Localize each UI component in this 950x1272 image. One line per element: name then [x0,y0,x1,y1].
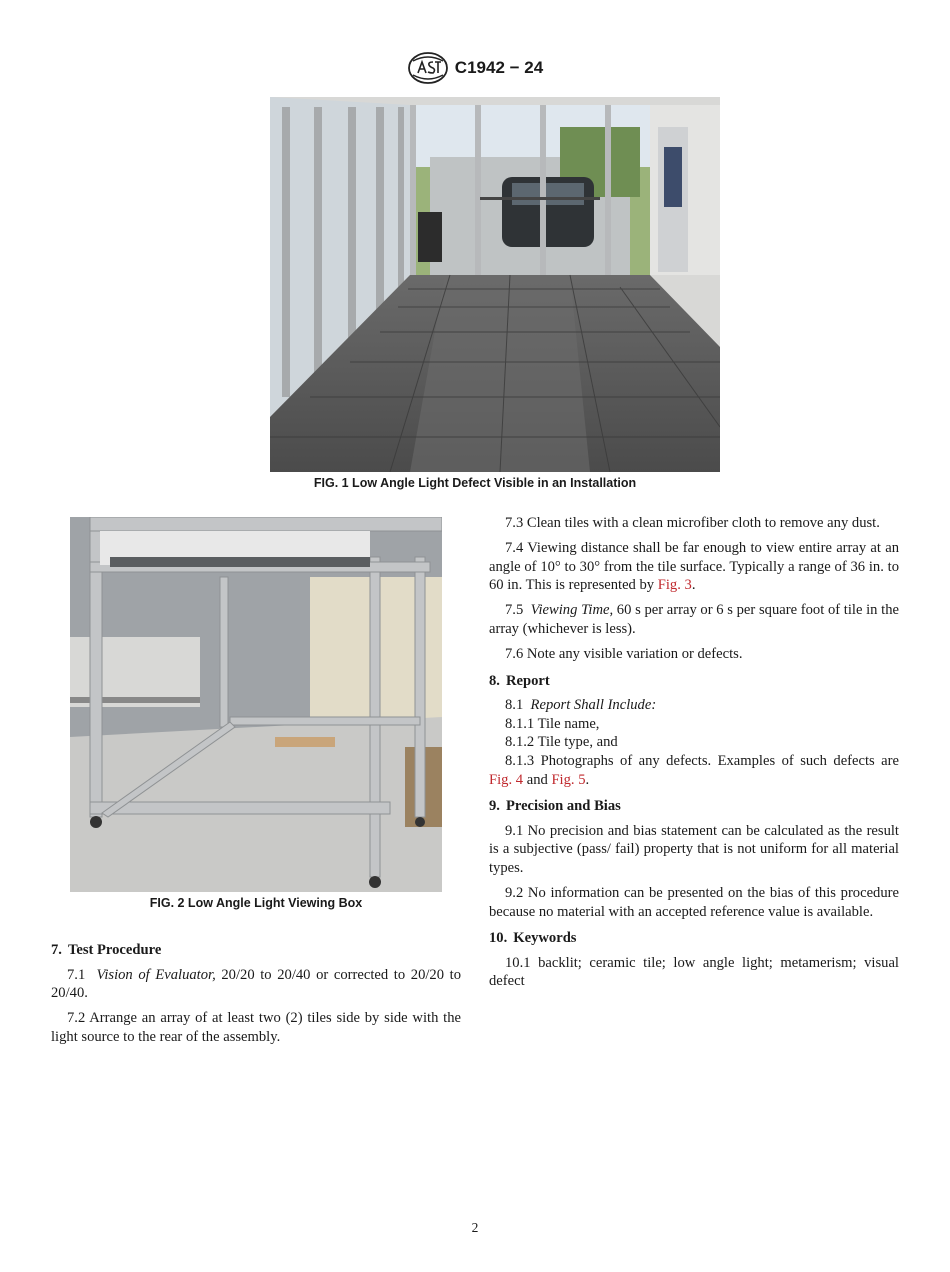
italic-term: Report Shall Include: [530,697,657,714]
paragraph-text: 8.1.3 Photographs of any defects. Examples of such defects are [505,753,899,770]
section-number: 8. [489,672,500,689]
figure-1-photo [270,97,720,472]
section-10-heading [489,929,899,948]
section-7-heading [51,941,461,960]
section-title: Keywords [513,930,577,947]
paragraph-7-2: 7.2 Arrange an array of at least two (2) tiles side by side with the light source to the rear of the assembly. [51,1010,461,1045]
paragraph-text: 60 s per array or 6 s per square foot of tile in the array (whichever is less). [489,602,899,637]
section-9-heading [489,797,899,816]
section-title: Test Procedure [67,942,162,958]
fig-3-link[interactable]: Fig. 3 [657,577,692,594]
section-title: Precision and Bias [505,798,621,815]
lobby-doors-image [270,97,720,472]
paragraph-number: 7.1 [67,966,86,983]
page-header [0,50,950,86]
right-column [489,514,899,998]
figure-1-caption: FIG. 1 Low Angle Light Defect Visible in an Installation [313,476,637,490]
section-title: Report [505,672,550,689]
paragraph-9-2: 9.2 No information can be presented on the bias of this procedure because no material with an accepted reference value is available. [489,885,899,920]
paragraph-7-1 [51,966,461,1003]
astm-logo-icon [407,51,449,85]
paragraph-8-1-1: 8.1.1 Tile name, [505,715,600,732]
section-number: 7. [51,942,62,958]
paragraph-7-4: 7.4 Viewing distance shall be far enough to view entire array at an angle of 10° to 30° from the tile surface. Typically a range of 36 in. to 60 in. This is represented by Fig. 3. [489,540,899,594]
document-designation: C1942 − 24 [454,58,544,77]
figure-2-caption: FIG. 2 Low Angle Light Viewing Box [149,896,363,910]
italic-term: Vision of Evaluator, [96,966,216,983]
paragraph-7-5 [489,601,899,638]
left-column [51,933,461,1053]
page-number: 2 [471,1220,479,1235]
section-number: 9. [489,798,500,815]
paragraph-text: and [523,771,552,788]
section-8-heading [489,672,899,691]
section-number: 10. [489,930,508,947]
paragraph-8-1-2: 8.1.2 Tile type, and [505,734,618,751]
paragraph-number: 7.5 [505,602,524,619]
paragraph-text: 20/20 to 20/40 or corrected to 20/20 to 20/40. [51,966,462,1002]
paragraph-8-1-3: 8.1.3 Photographs of any defects. Examples of such defects are Fig. 4 and Fig. 5. [489,753,899,788]
paragraph-number: 8.1 [505,697,524,714]
fig-5-link[interactable]: Fig. 5 [551,771,586,788]
fig-4-link[interactable]: Fig. 4 [489,771,524,788]
italic-term: Viewing Time, [530,602,614,619]
paragraph-10-1: 10.1 backlit; ceramic tile; low angle light; metamerism; visual defect [489,954,899,990]
paragraph-7-6: 7.6 Note any visible variation or defects. [505,646,743,663]
paragraph-7-3: 7.3 Clean tiles with a clean microfiber cloth to remove any dust. [505,515,880,531]
figure-2-photo [70,517,442,892]
paragraph-text: 7.4 Viewing distance shall be far enough to view entire array at an angle of 10° to 30° from the tile surface. Typically a range of 36 in. to 60 in. This is represented by [489,540,899,594]
paragraph-8-1 [489,696,899,715]
paragraph-9-1: 9.1 No precision and bias statement can be calculated as the result is a subjective (pass/ fail) property that is not uniform for all material types. [489,822,899,876]
viewing-box-image [70,517,442,892]
